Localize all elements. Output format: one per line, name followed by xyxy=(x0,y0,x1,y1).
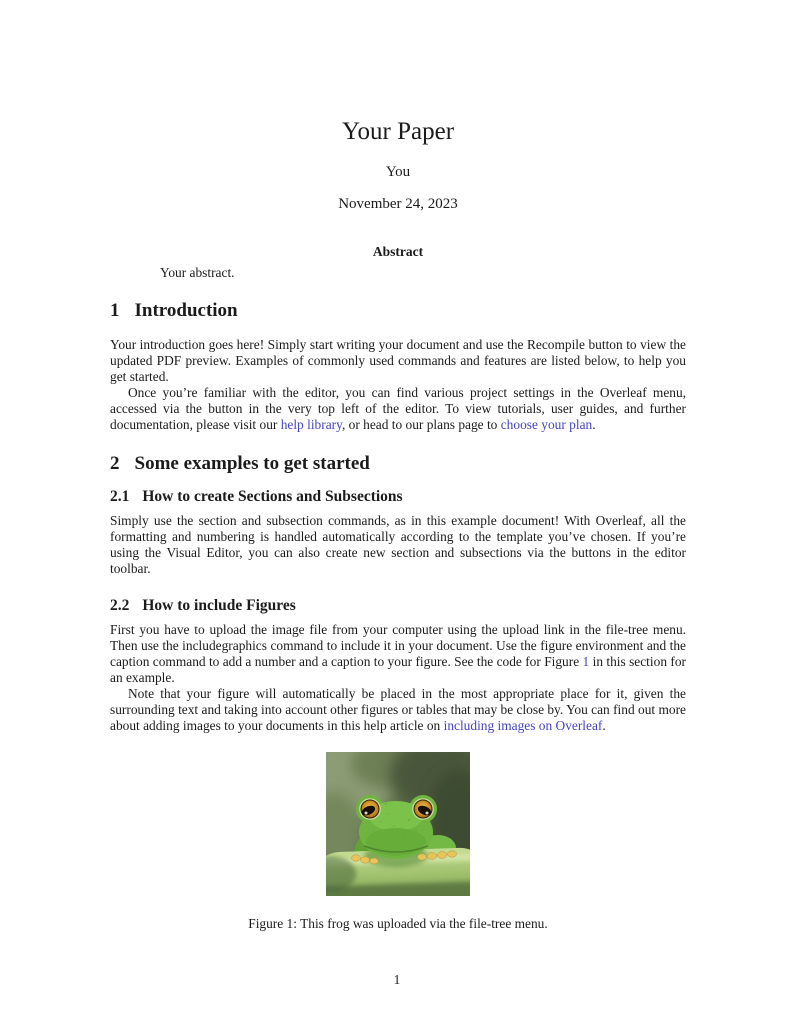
intro-paragraph-2 xyxy=(110,385,686,433)
figures-paragraph-2 xyxy=(110,686,686,734)
figures-p1-text-2: in this section for an example. xyxy=(110,654,686,685)
section-2-number: 2 xyxy=(110,453,120,474)
figures-p2-text-1: Note that your figure will automatically be placed in the most appropriate place for it, given the surrounding text and taking into account other figures or tables that may be close by. You can find out more about adding images to your documents in this help article on xyxy=(110,686,686,733)
abstract-text: Your abstract. xyxy=(160,265,235,280)
figure-1-reference-link[interactable]: 1 xyxy=(582,654,590,669)
figures-paragraph-1 xyxy=(110,622,686,686)
figures-p1-text-1: First you have to upload the image file from your computer using the upload link in the file-tree menu. Then use the includegraphics command to include it in your document. Use the figure environment and the caption command to add a number and a caption to your figure. See the code for Figure xyxy=(110,622,686,669)
paper-date: November 24, 2023 xyxy=(338,196,458,212)
subsection-2-1-number: 2.1 xyxy=(110,488,130,505)
subsection-2-2-number: 2.2 xyxy=(110,597,130,614)
intro-p2-text-1: Once you’re familiar with the editor, you can find various project settings in the Overleaf menu, accessed via the button in the very top left of the editor. To view tutorials, user guides, and further documentation, please visit our xyxy=(110,385,686,432)
paper-title: Your Paper xyxy=(341,118,455,145)
subsection-2-2-title: How to include Figures xyxy=(142,597,296,614)
section-2-heading xyxy=(110,453,686,475)
page-content xyxy=(110,0,686,932)
section-1-title: Introduction xyxy=(134,300,238,321)
intro-p2-text-3: . xyxy=(592,417,596,432)
section-1-number: 1 xyxy=(110,300,120,321)
section-2-title: Some examples to get started xyxy=(134,453,370,474)
sections-paragraph: Simply use the section and subsection commands, as in this example document! With Overleaf, all the formatting and numbering is handled automatically according to the template you’ve chosen. If you’re using the Visual Editor, you can also create new section and subsections via the buttons in the editor toolbar. xyxy=(110,513,686,576)
paper-author: You xyxy=(385,164,411,180)
figures-p2-text-2: . xyxy=(602,718,606,733)
abstract-heading: Abstract xyxy=(372,244,424,259)
figure-1 xyxy=(110,752,686,932)
figure-1-caption: Figure 1: This frog was uploaded via the file-tree menu. xyxy=(248,916,548,931)
title-block xyxy=(110,117,686,212)
page-number: 1 xyxy=(393,972,401,987)
intro-p2-text-2: , or head to our plans page to xyxy=(341,417,501,432)
help-library-link[interactable]: help library xyxy=(280,417,342,432)
including-images-link[interactable]: including images on Overleaf xyxy=(443,718,603,733)
frog-photo-image xyxy=(326,752,470,896)
section-1-heading xyxy=(110,300,686,322)
subsection-2-1-title: How to create Sections and Subsections xyxy=(142,488,403,505)
choose-your-plan-link[interactable]: choose your plan xyxy=(500,417,593,432)
intro-paragraph-1: Your introduction goes here! Simply start writing your document and use the Recompile button to view the updated PDF preview. Examples of commonly used commands and features are listed below, to help you get started. xyxy=(110,337,686,384)
subsection-2-2-heading xyxy=(110,597,686,615)
subsection-2-1-heading xyxy=(110,488,686,506)
